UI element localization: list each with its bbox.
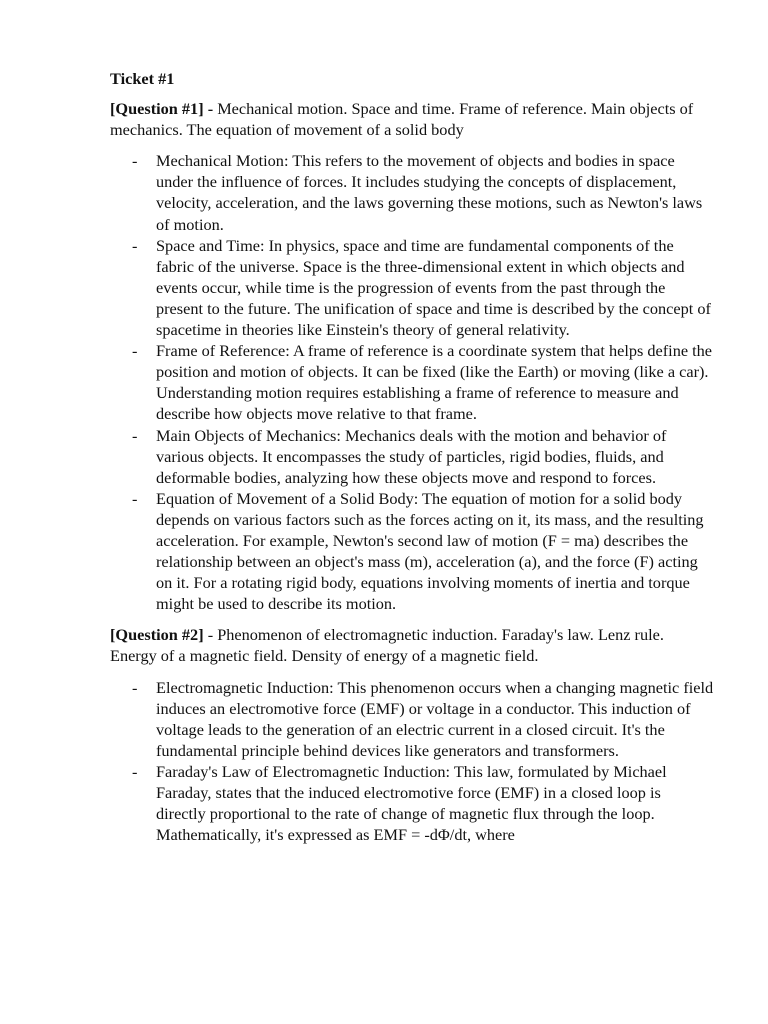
bullet-text: Mechanical Motion: This refers to the movement of objects and bodies in space under the influence of forces. It includes studying the concepts of displacement, velocity, acceleration, and the laws governing these motions, such as Newton's laws of motion. [156,151,703,234]
question-1-label: [Question #1] [110,99,204,119]
bullet-item [110,488,714,615]
question-2-label: [Question #2] [110,625,204,645]
bullet-dash: - [132,761,138,781]
bullet-text: Main Objects of Mechanics: Mechanics deals with the motion and behavior of various objects. It encompasses the study of particles, rigid bodies, fluids, and deformable bodies, analyzing how these objects move and respond to forces. [156,425,667,487]
bullet-item [110,677,714,761]
question-1-heading [110,98,714,140]
bullet-dash: - [132,235,138,255]
bullet-text: Faraday's Law of Electromagnetic Induction: This law, formulated by Michael Faraday, states that the induced electromotive force (EMF) in a closed loop is directly proportional to the rate of change of magnetic flux through the loop. Mathematically, it's expressed as EMF = -dΦ/dt, where [156,761,667,845]
bullet-text: Electromagnetic Induction: This phenomenon occurs when a changing magnetic field induces an electromotive force (EMF) or voltage in a conductor. This induction of voltage leads to the generation of an electric current in a closed circuit. It's the fundamental principle behind devices like generators and transformers. [156,677,714,760]
bullet-dash: - [132,488,138,508]
question-2-text: Phenomenon of electromagnetic induction. Faraday's law. Lenz rule. Energy of a magnetic field. Density of energy of a magnetic field. [110,625,664,666]
bullet-dash: - [132,677,138,697]
bullet-text: Equation of Movement of a Solid Body: The equation of motion for a solid body depends on various factors such as the forces acting on it, its mass, and the resulting acceleration. For example, Newton's second law of motion (F = ma) describes the relationship between an object's mass (m), acceleration (a), and the force (F) acting on it. For a rotating rigid body, equations involving moments of inertia and torque might be used to describe its motion. [156,488,704,614]
question-1-text: Mechanical motion. Space and time. Frame of reference. Main objects of mechanics. The equation of movement of a solid body [110,99,694,140]
bullet-dash: - [132,151,138,171]
document-page [110,68,714,855]
bullet-text: Frame of Reference: A frame of reference is a coordinate system that helps define the position and motion of objects. It can be fixed (like the Earth) or moving (like a car). Understanding motion requires establishing a frame of reference to measure and describe how objects move relative to that frame. [156,341,713,424]
question-2-section [110,624,714,845]
bullet-item [110,425,714,488]
question-2-heading [110,624,714,666]
question-1-separator: - [203,99,218,119]
ticket-title: Ticket #1 [110,69,175,88]
bullet-item [110,235,714,340]
question-1-section [110,98,714,614]
bullet-item [110,761,714,845]
question-2-bullet-list [110,677,714,846]
bullet-item [110,150,714,234]
bullet-text: Space and Time: In physics, space and time are fundamental components of the fabric of the universe. Space is the three-dimensional extent in which objects and events occur, while time is the progression of events from the past through the present to the future. The unification of space and time is described by the concept of spacetime in theories like Einstein's theory of general relativity. [156,235,711,340]
bullet-dash: - [132,425,138,445]
bullet-dash: - [132,341,138,361]
bullet-item [110,340,714,424]
question-2-separator: - [203,625,218,645]
question-1-bullet-list [110,150,714,614]
